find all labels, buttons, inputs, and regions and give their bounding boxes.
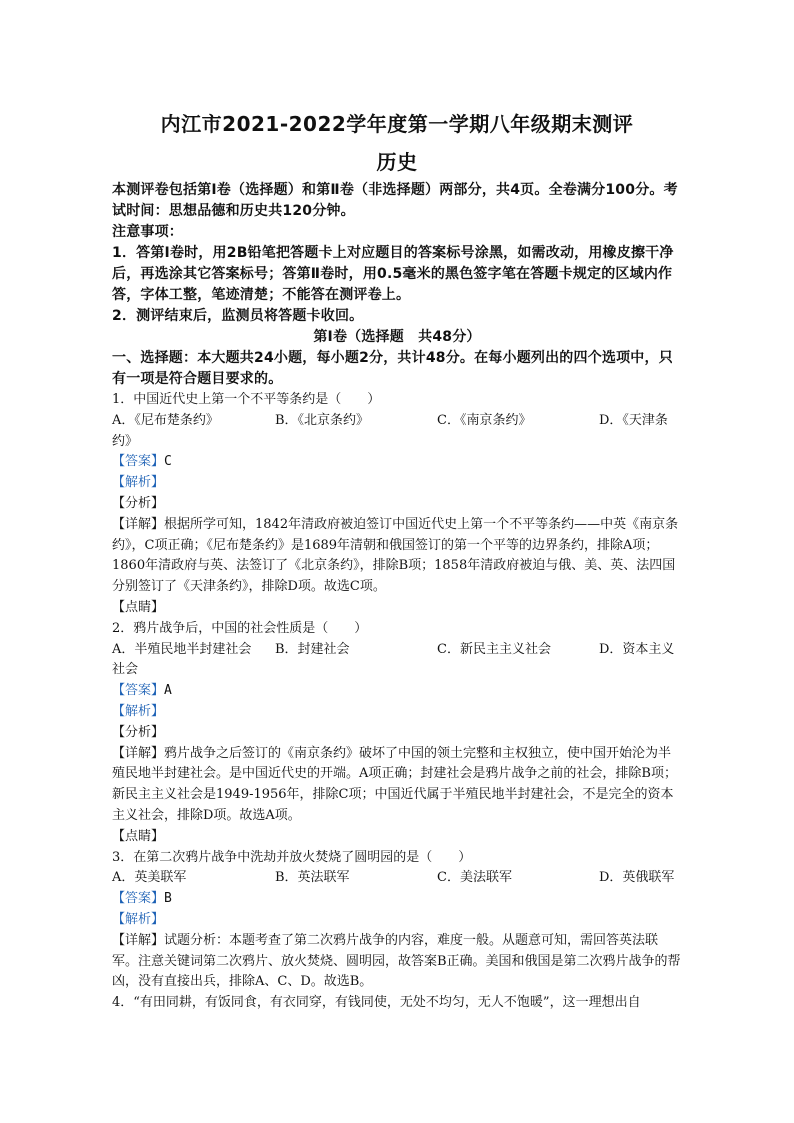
part-heading: 一、选择题：本大题共24小题，每小题2分，共计48分。在每小题列出的四个选项中，只有一项是符合题目要求的。 bbox=[112, 350, 673, 387]
question-stem: 1．中国近代史上第一个不平等条约是（ ） bbox=[112, 392, 381, 407]
document-title: 内江市2021-2022学年度第一学期八年级期末测评 bbox=[160, 112, 634, 136]
option-wrap: 社会 bbox=[112, 662, 139, 678]
option-d: D．英俄联军 bbox=[599, 870, 675, 886]
detail-text: 鸦片战争之后签订的《南京条约》破坏了中国的领土完整和主权独立，使中国开始沦为半殖民地半封建社会。是中国近代史的开端。A项正确；封建社会是鸦片战争之前的社会，排除B项；新民主主义社会是1949-1956年，排除C项；中国近代属于半殖民地半封建社会，不是完全的资本主义社会，排除D项。故选A项。 bbox=[112, 745, 677, 823]
option-a: A．《尼布楚条约》 bbox=[112, 412, 219, 428]
detail-text: 根据所学可知，1842年清政府被迫签订中国近代史上第一个不平等条约——中英《南京条约》，C项正确；《尼布楚条约》是1689年清朝和俄国签订的第一个平等的边界条约，排除A项；1860年清政府与英、法签订了《北京条约》，排除B项；1858年清政府被迫与俄、美、英、法四国分别签订了《天津条约》，排除D项。故选C项。 bbox=[112, 516, 679, 595]
detail-label: 【详解】 bbox=[112, 745, 165, 761]
question-3 bbox=[112, 848, 682, 994]
option-c: C．《南京条约》 bbox=[437, 412, 532, 428]
question-stem: 4．“有田同耕，有饭同食，有衣同穿，有钱同使，无处不均匀，无人不饱暖”，这一理想出自 bbox=[112, 995, 641, 1011]
analysis-label: 【解析】 bbox=[112, 703, 165, 719]
answer-value: B bbox=[164, 891, 172, 907]
option-d: D．资本主义 bbox=[599, 641, 675, 657]
question-stem: 3．在第二次鸦片战争中洗劫并放火焚烧了圆明园的是（ ） bbox=[112, 849, 472, 865]
answer-label: 【答案】 bbox=[112, 683, 165, 699]
option-wrap: 约》 bbox=[112, 433, 139, 449]
answer-label: 【答案】 bbox=[112, 454, 165, 470]
question-4 bbox=[112, 993, 682, 1014]
question-stem: 2．鸦片战争后，中国的社会性质是（ ） bbox=[112, 620, 368, 636]
question-2 bbox=[112, 619, 682, 848]
analysis-label: 【解析】 bbox=[112, 911, 165, 927]
note-1: 1．答第Ⅰ卷时，用2B铅笔把答题卡上对应题目的答案标号涂黑，如需改动，用橡皮擦干净后，再选涂其它答案标号；答第Ⅱ卷时，用0.5毫米的黑色签字笔在答题卡规定的区域内作答，字体工整，笔迹清楚；不能答在测评卷上。 bbox=[112, 245, 674, 303]
notes-heading: 注意事项： bbox=[112, 224, 183, 240]
detail-label: 【详解】 bbox=[112, 932, 165, 948]
fenxi-label: 【分析】 bbox=[112, 495, 165, 511]
fenxi-label: 【分析】 bbox=[112, 724, 165, 740]
option-c: C．新民主主义社会 bbox=[437, 641, 551, 657]
section-heading: 第Ⅰ卷（选择题 共48分） bbox=[313, 329, 481, 345]
question-1 bbox=[112, 390, 682, 619]
document-body bbox=[112, 180, 682, 1014]
option-a: A．半殖民地半封建社会 bbox=[112, 641, 252, 657]
detail-label: 【详解】 bbox=[112, 516, 165, 532]
option-b: B．封建社会 bbox=[275, 641, 350, 657]
options-row bbox=[112, 411, 682, 432]
intro-text: 本测评卷包括第Ⅰ卷（选择题）和第Ⅱ卷（非选择题）两部分，共4页。全卷满分100分。考试时间：思想品德和历史共120分钟。 bbox=[112, 182, 678, 219]
option-a: A．英美联军 bbox=[112, 870, 187, 886]
note-2: 2．测评结束后，监测员将答题卡收回。 bbox=[112, 308, 364, 324]
option-b: B．英法联军 bbox=[275, 870, 350, 886]
dianjing-label: 【点睛】 bbox=[112, 828, 165, 844]
options-row bbox=[112, 640, 682, 661]
option-b: B．《北京条约》 bbox=[275, 412, 370, 428]
option-c: C．美法联军 bbox=[437, 870, 512, 886]
subject-title: 历史 bbox=[376, 150, 418, 174]
answer-value: C bbox=[164, 454, 172, 470]
detail-text: 试题分析：本题考查了第二次鸦片战争的内容，难度一般。从题意可知，需回答英法联军。注意关键词第二次鸦片、放火焚烧、圆明园，故答案B正确。美国和俄国是第二次鸦片战争的帮凶，没有直接出兵，排除A、C、D。故选B。 bbox=[112, 932, 681, 990]
document-page bbox=[112, 0, 682, 1123]
dianjing-label: 【点睛】 bbox=[112, 599, 165, 615]
answer-label: 【答案】 bbox=[112, 891, 165, 907]
options-row bbox=[112, 868, 682, 889]
answer-value: A bbox=[164, 683, 172, 699]
option-d: D．《天津条 bbox=[599, 412, 668, 428]
analysis-label: 【解析】 bbox=[112, 475, 165, 491]
